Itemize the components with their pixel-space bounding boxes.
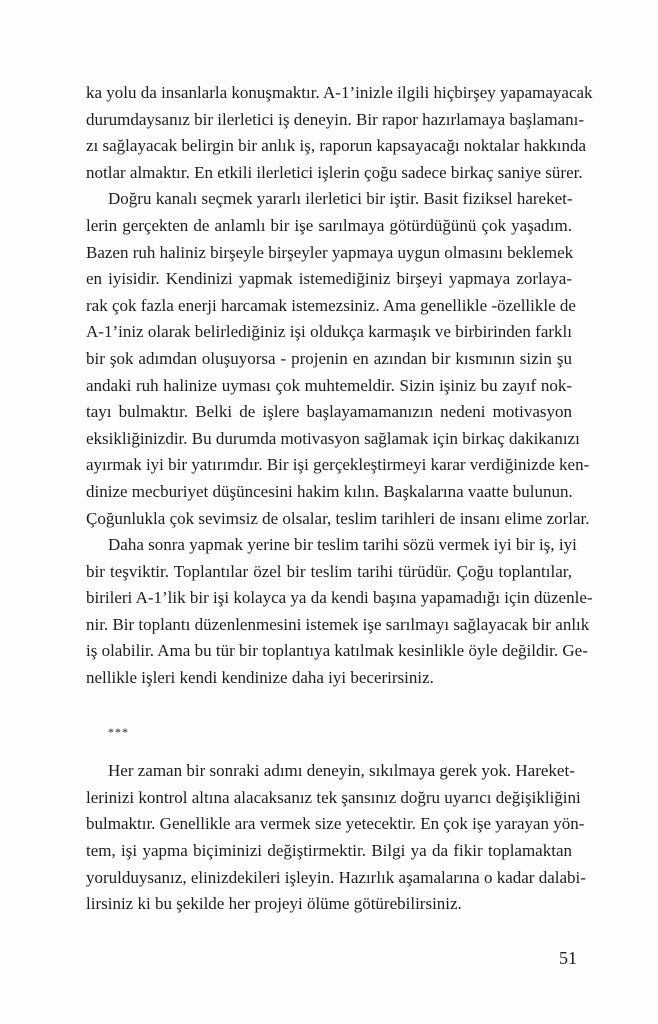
text-line: nellikle işleri kendi kendinize daha iyi becerirsiniz. [86, 668, 434, 688]
text-line: dinize mecburiyet düşüncesini hakim kılın. Başkalarına vaatte bulunun. [86, 481, 573, 501]
text-line: lerin gerçekten de anlamlı bir işe sarılmaya götürdüğünü çok yaşadım. [86, 215, 572, 235]
text-line: Doğru kanalı seçmek yararlı ilerletici bir iştir. Basit fiziksel hareket- [108, 189, 573, 209]
text-line: tayı bulmaktır. Belki de işlere başlayamamanızın nedeni motivasyon [86, 402, 572, 422]
text-line: eksikliğinizdir. Bu durumda motivasyon sağlamak için birkaç dakikanızı [86, 428, 580, 448]
text-line: en iyisidir. Kendinizi yapmak istemediğiniz birşeyi yapmaya zorlaya- [86, 269, 572, 289]
text-line: yorulduysanız, elinizdekileri işleyin. Hazırlık aşamalarına o kadar dalabi- [86, 867, 586, 887]
text-line: ka yolu da insanlarla konuşmaktır. A-1’inizle ilgili hiçbirşey yapamayacak [86, 83, 593, 102]
page-number: 51 [559, 948, 577, 968]
text-line: bir teşviktir. Toplantılar özel bir teslim tarihi türüdür. Çoğu toplantılar, [86, 561, 572, 581]
body-text [86, 80, 593, 918]
text-line: zı sağlayacak belirgin bir anlık iş, raporun kapsayacağı noktalar hakkında [86, 136, 587, 156]
spacer [86, 692, 572, 719]
section-separator: *** [108, 724, 129, 739]
text-line: bulmaktır. Genellikle ara vermek size yetecektir. En çok işe yarayan yön- [86, 814, 585, 834]
text-line: bir şok adımdan oluşuyorsa - projenin en azından bir kısmının sizin şu [86, 348, 572, 368]
text-line: Her zaman bir sonraki adımı deneyin, sıkılmaya gerek yok. Hareket- [108, 761, 575, 781]
text-line: birileri A-1’lik bir işi kolayca ya da kendi başına yapamadığı için düzenle- [86, 588, 593, 608]
text-line: Daha sonra yapmak yerine bir teslim tarihi sözü vermek iyi bir iş, iyi [108, 535, 577, 555]
text-line: iş olabilir. Ama bu tür bir toplantıya katılmak kesinlikle öyle değildir. Ge- [86, 641, 588, 661]
text-line: andaki ruh halinize uyması çok muhtemeldir. Sizin işiniz bu zayıf nok- [86, 375, 572, 395]
text-line: lirsiniz ki bu şekilde her projeyi ölüme götürebilirsiniz. [86, 894, 462, 914]
text-line: A-1’iniz olarak belirlediğiniz işi oldukça karmaşık ve birbirinden farklı [86, 322, 572, 342]
text-line: lerinizi kontrol altına alacaksanız tek şansınız doğru uyarıcı değişikliğini [86, 787, 581, 807]
text-line: nir. Bir toplantı düzenlenmesini istemek işe sarılmayı sağlayacak bir anlık [86, 614, 590, 634]
text-line: ayırmak iyi bir yatırımdır. Bir işi gerçekleştirmeyi karar verdiğinizde ken- [86, 455, 590, 475]
text-line: Çoğunlukla çok sevimsiz de olsalar, teslim tarihleri de insanı elime zorlar. [86, 508, 590, 528]
text-line: notlar almaktır. En etkili ilerletici işlerin çoğu sadece birkaç saniye sürer. [86, 162, 583, 182]
text-line: tem, işi yapma biçiminizi değiştirmektir. Bilgi ya da fikir toplamaktan [86, 841, 572, 861]
text-line: rak çok fazla enerji harcamak istemezsiniz. Ama genellikle -özellikle de [86, 295, 576, 315]
text-line: Bazen ruh haliniz birşeyle birşeyler yapmaya uygun olmasını beklemek [86, 242, 574, 262]
text-line: durumdaysanız bir ilerletici iş deneyin. Bir rapor hazırlamaya başlamanı- [86, 109, 585, 129]
spacer [86, 745, 572, 758]
